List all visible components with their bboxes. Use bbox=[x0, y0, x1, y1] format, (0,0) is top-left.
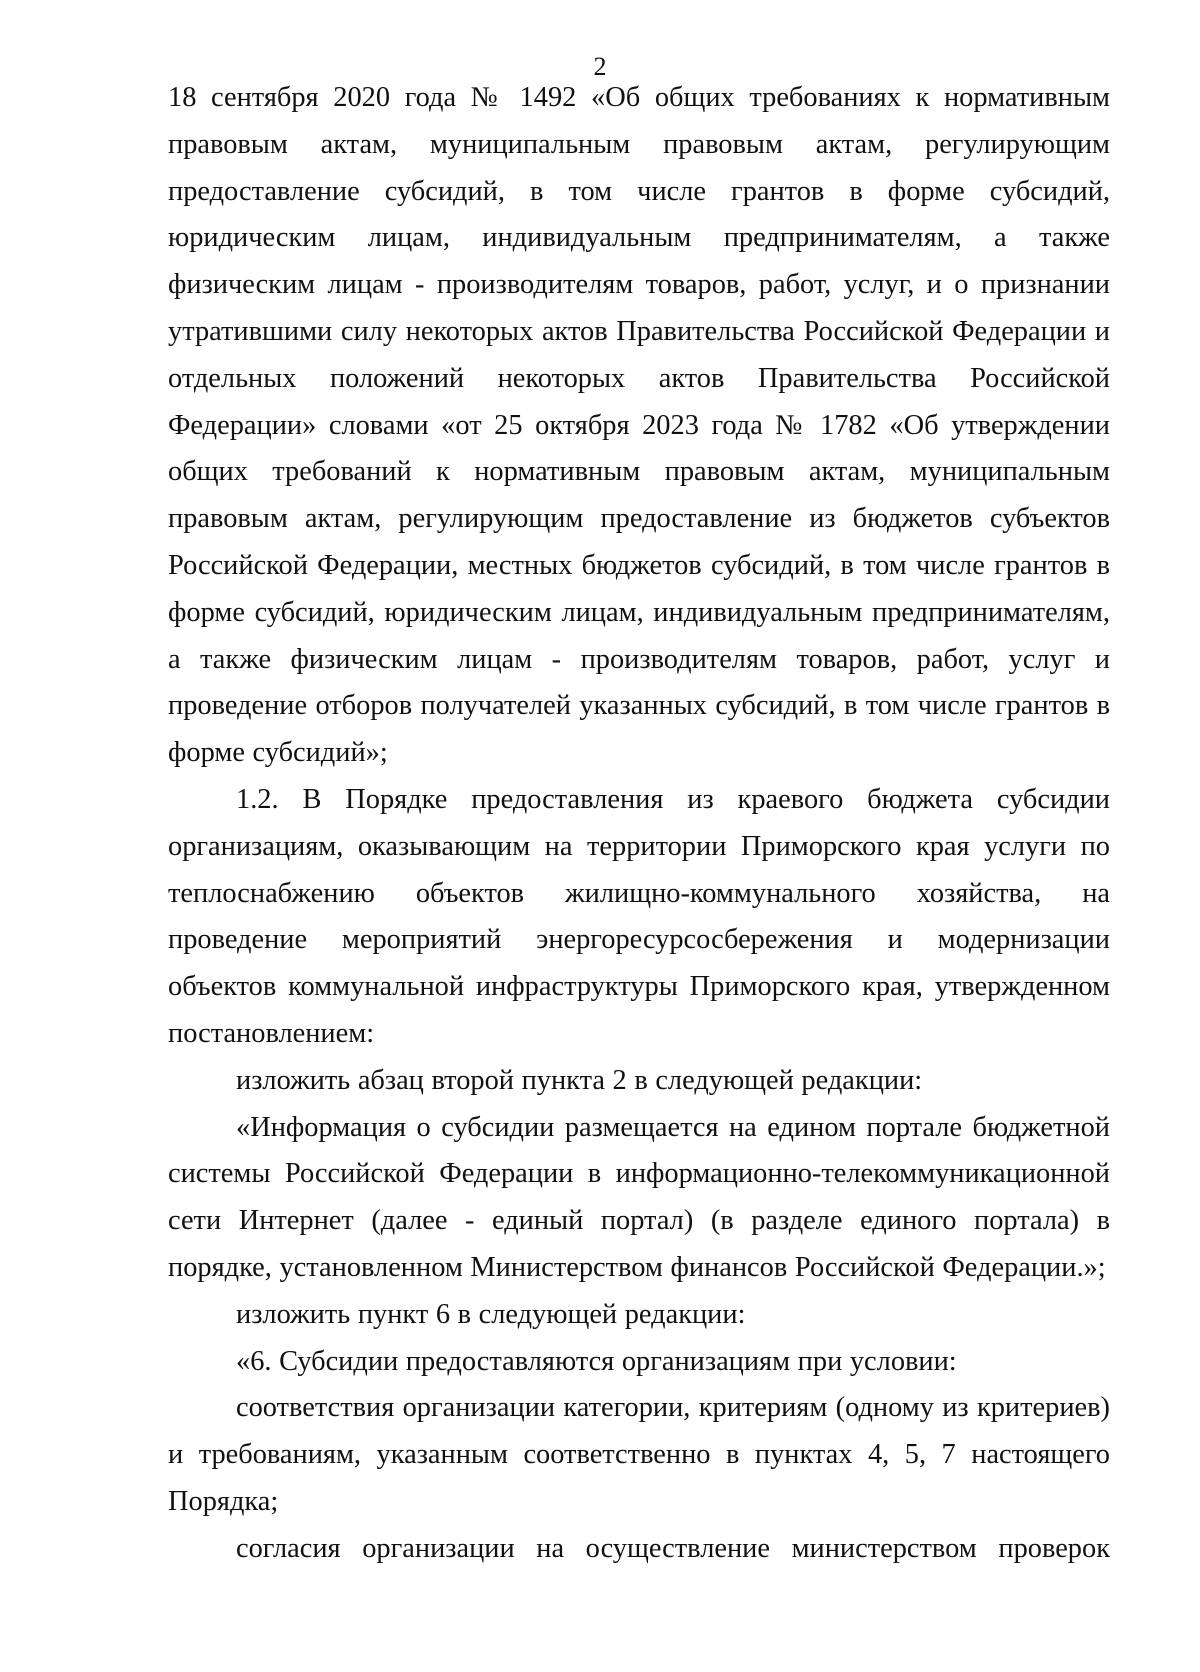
paragraph-condition-1: соответствия организации категории, критериям (одному из критериев) и требованиям, указанным соответственно в пунктах 4, 5, 7 настоящего Порядка; bbox=[168, 1392, 1110, 1517]
page-number: 2 bbox=[593, 52, 607, 81]
paragraph-1-2: 1.2. В Порядке предоставления из краевого бюджета субсидии организациям, оказывающим на территории Приморского края услуги по теплоснабжению объектов жилищно-коммунального хозяйства, на проведение мероприятий энергоресурсосбережения и модернизации объектов коммунальной инфраструктуры Приморского края, утвержденном постановлением: bbox=[168, 783, 1110, 1049]
paragraph-point-2-text: «Информация о субсидии размещается на едином портале бюджетной системы Российской Федерации в информационно-телекоммуникационной сети Интернет (далее - единый портал) (в разделе единого портала) в порядке, установленном Министерством финансов Российской Федерации.»; bbox=[168, 1111, 1110, 1283]
paragraph-amend-point-2: изложить абзац второй пункта 2 в следующей редакции: bbox=[236, 1064, 923, 1096]
paragraph-condition-2: согласия организации на осуществление министерством проверок bbox=[236, 1532, 1110, 1564]
document-body bbox=[168, 75, 1110, 1573]
paragraph-amend-point-6: изложить пункт 6 в следующей редакции: bbox=[236, 1298, 746, 1330]
paragraph-point-6-intro: «6. Субсидии предоставляются организациям при условии: bbox=[236, 1345, 957, 1377]
paragraph-continuation: 18 сентября 2020 года № 1492 «Об общих требованиях к нормативным правовым актам, муниципальным правовым актам, регулирующим предоставление субсидий, в том числе грантов в форме субсидий, юридическим лицам, индивидуальным предпринимателям, а также физическим лицам - производителям товаров, работ, услуг, и о признании утратившими силу некоторых актов Правительства Российской Федерации и отдельных положений некоторых актов Правительства Российской Федерации» словами «от 25 октября 2023 года № 1782 «Об утверждении общих требований к нормативным правовым актам, муниципальным правовым актам, регулирующим предоставление из бюджетов субъектов Российской Федерации, местных бюджетов субсидий, в том числе грантов в форме субсидий, юридическим лицам, индивидуальным предпринимателям, а также физическим лицам - производителям товаров, работ, услуг и проведение отборов получателей указанных субсидий, в том числе грантов в форме субсидий»; bbox=[168, 82, 1110, 769]
